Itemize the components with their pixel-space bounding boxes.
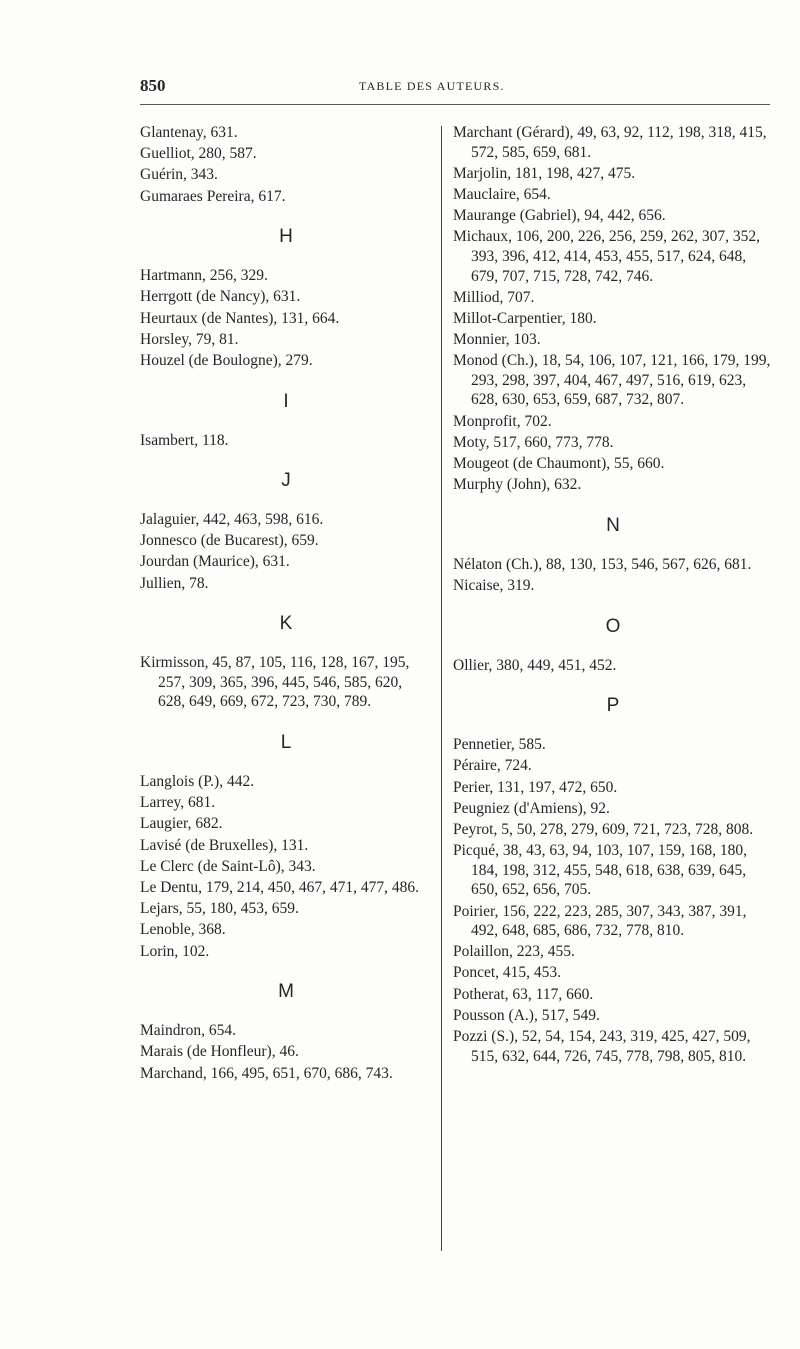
page-header	[0, 72, 800, 102]
index-entry: Peugniez (d'Amiens), 92.	[453, 799, 610, 817]
index-entry: Le Clerc (de Saint-Lô), 343.	[140, 857, 316, 875]
index-entry: Jourdan (Maurice), 631.	[140, 553, 290, 571]
index-entry: Jonnesco (de Bucarest), 659.	[140, 532, 319, 550]
index-entry: Peyrot, 5, 50, 278, 279, 609, 721, 723, 728, 808.	[453, 820, 754, 838]
index-entry: Laugier, 682.	[140, 815, 223, 833]
section-letter: N	[606, 514, 620, 536]
section-letter: M	[278, 981, 294, 1003]
index-entry: Moty, 517, 660, 773, 778.	[453, 433, 614, 451]
index-entry: Picqué, 38, 43, 63, 94, 103, 107, 159, 168, 180, 184, 198, 312, 455, 548, 618, 638, 639, 645, 650, 652, 656, 705.	[453, 842, 748, 899]
index-entry: Murphy (John), 632.	[453, 476, 582, 494]
index-entry: Larrey, 681.	[140, 794, 216, 812]
index-entry: Perier, 131, 197, 472, 650.	[453, 778, 618, 796]
section-letter: I	[283, 390, 289, 412]
section-letter: O	[605, 615, 621, 637]
index-entry: Poncet, 415, 453.	[453, 964, 562, 982]
index-entry: Marchand, 166, 495, 651, 670, 686, 743.	[140, 1064, 393, 1082]
index-entry: Polaillon, 223, 455.	[453, 943, 575, 961]
section-letter: J	[281, 470, 291, 492]
index-entry: Nélaton (Ch.), 88, 130, 153, 546, 567, 626, 681.	[453, 555, 752, 573]
index-entry: Jalaguier, 442, 463, 598, 616.	[140, 511, 324, 529]
index-entry: Monod (Ch.), 18, 54, 106, 107, 121, 166, 179, 199, 293, 298, 397, 404, 467, 497, 516, 619, 623, 628, 630, 653, 659, 687, 732, 807.	[453, 352, 771, 409]
index-entry: Michaux, 106, 200, 226, 256, 259, 262, 307, 352, 393, 396, 412, 414, 453, 455, 517, 624, 648, 679, 707, 715, 728, 742, 746.	[453, 228, 760, 285]
index-entry: Lenoble, 368.	[140, 921, 226, 939]
index-entry: Heurtaux (de Nantes), 131, 664.	[140, 309, 340, 327]
index-entry: Marjolin, 181, 198, 427, 475.	[453, 164, 636, 182]
index-entry: Glantenay, 631.	[140, 124, 238, 141]
running-title: TABLE DES AUTEURS.	[359, 79, 505, 93]
index-entry: Jullien, 78.	[140, 574, 209, 592]
index-entry: Pennetier, 585.	[453, 736, 546, 754]
section-letter: L	[280, 732, 292, 754]
index-entry: Ollier, 380, 449, 451, 452.	[453, 656, 617, 674]
index-entry: Mougeot (de Chaumont), 55, 660.	[453, 455, 665, 473]
index-entry: Kirmisson, 45, 87, 105, 116, 128, 167, 195, 257, 309, 365, 396, 445, 546, 585, 620, 628, 649, 669, 672, 723, 730, 789.	[140, 654, 410, 711]
index-entry: Marais (de Honfleur), 46.	[140, 1043, 299, 1061]
index-entry: Nicaise, 319.	[453, 577, 535, 594]
column-divider	[441, 126, 442, 1251]
index-entry: Horsley, 79, 81.	[140, 330, 239, 348]
index-entry: Lorin, 102.	[140, 942, 210, 960]
index-entry: Houzel (de Boulogne), 279.	[140, 351, 313, 369]
index-entry: Isambert, 118.	[140, 431, 229, 449]
section-letter: K	[279, 613, 293, 635]
index-entry: Potherat, 63, 117, 660.	[453, 985, 594, 1003]
section-letter: H	[279, 226, 293, 248]
section-letter: P	[606, 695, 620, 717]
index-entry: Milliod, 707.	[453, 288, 535, 306]
index-entry: Maindron, 654.	[140, 1022, 237, 1040]
index-entry: Herrgott (de Nancy), 631.	[140, 288, 301, 306]
index-entry: Guelliot, 280, 587.	[140, 145, 257, 163]
header-rule	[140, 104, 770, 105]
index-entry: Guérin, 343.	[140, 166, 218, 184]
index-entry: Poirier, 156, 222, 223, 285, 307, 343, 387, 391, 492, 648, 685, 686, 732, 778, 810.	[453, 902, 747, 940]
index-entry: Péraire, 724.	[453, 757, 532, 775]
index-entry: Lejars, 55, 180, 453, 659.	[140, 900, 299, 918]
index-entry: Monprofit, 702.	[453, 412, 552, 430]
right-column	[453, 123, 773, 1068]
page-number: 850	[140, 76, 166, 95]
index-entry: Pozzi (S.), 52, 54, 154, 243, 319, 425, 427, 509, 515, 632, 644, 726, 745, 778, 798, 805, 810.	[453, 1028, 751, 1065]
index-entry: Langlois (P.), 442.	[140, 773, 255, 791]
index-entry: Monnier, 103.	[453, 331, 541, 349]
left-column	[140, 123, 432, 1085]
index-entry: Le Dentu, 179, 214, 450, 467, 471, 477, 486.	[140, 878, 419, 896]
index-entry: Mauclaire, 654.	[453, 185, 551, 203]
index-entry: Millot-Carpentier, 180.	[453, 309, 597, 327]
index-entry: Gumaraes Pereira, 617.	[140, 187, 286, 205]
index-entry: Marchant (Gérard), 49, 63, 92, 112, 198, 318, 415, 572, 585, 659, 681.	[453, 124, 767, 161]
index-entry: Hartmann, 256, 329.	[140, 267, 268, 285]
index-entry: Lavisé (de Bruxelles), 131.	[140, 836, 309, 854]
index-entry: Maurange (Gabriel), 94, 442, 656.	[453, 207, 666, 225]
index-entry: Pousson (A.), 517, 549.	[453, 1006, 600, 1024]
